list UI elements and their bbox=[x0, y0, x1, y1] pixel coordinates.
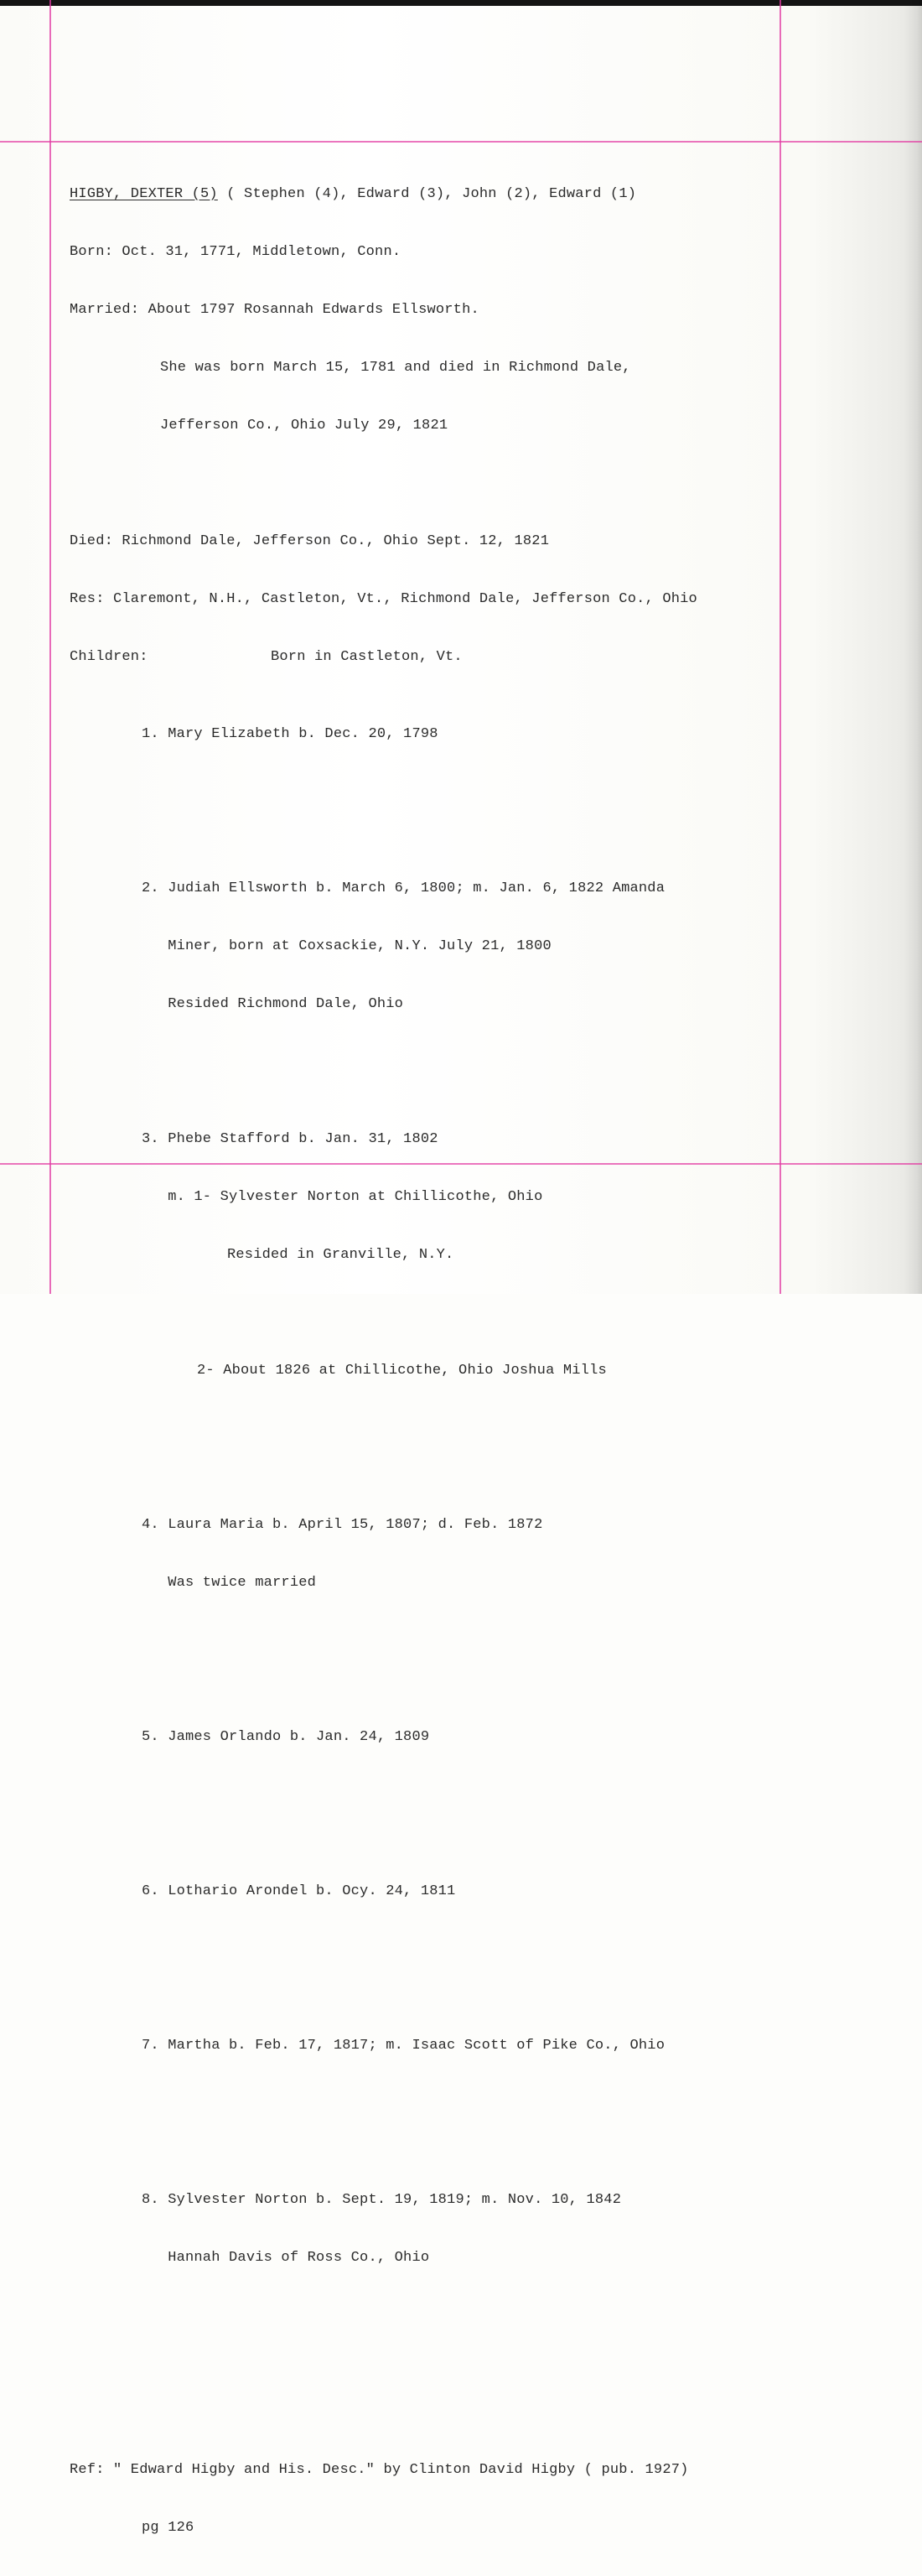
married-line-2: She was born March 15, 1781 and died in Richmond Dale, bbox=[160, 360, 631, 376]
married-line-3: Jefferson Co., Ohio July 29, 1821 bbox=[160, 418, 448, 434]
spacer bbox=[70, 2325, 778, 2422]
child-3-line-1: 3. Phebe Stafford b. Jan. 31, 1802 bbox=[142, 1131, 438, 1147]
child-6-line-1: 6. Lothario Arondel b. Ocy. 24, 1811 bbox=[142, 1883, 456, 1899]
spacer bbox=[70, 474, 778, 493]
children-birthplace: Born in Castleton, Vt. bbox=[271, 649, 463, 665]
children-heading bbox=[70, 647, 778, 667]
married-line-1: Married: About 1797 Rosannah Edwards Ellsworth. bbox=[70, 302, 479, 318]
child-4-line-1: 4. Laura Maria b. April 15, 1807; d. Feb. 1872 bbox=[142, 1517, 543, 1533]
child-4-line-2: Was twice married bbox=[142, 1575, 317, 1591]
died-line: Died: Richmond Dale, Jefferson Co., Ohio Sept. 12, 1821 bbox=[70, 533, 550, 549]
reference-line-2: pg 126 bbox=[142, 2520, 194, 2536]
residence-line: Res: Claremont, N.H., Castleton, Vt., Richmond Dale, Jefferson Co., Ohio bbox=[70, 591, 697, 607]
left-margin-rule bbox=[49, 0, 51, 1294]
child-1-line-1: 1. Mary Elizabeth b. Dec. 20, 1798 bbox=[142, 726, 438, 742]
child-3-line-2: m. 1- Sylvester Norton at Chillicothe, Ohio bbox=[142, 1189, 543, 1205]
spacer bbox=[70, 1631, 778, 1670]
spacer bbox=[70, 1940, 778, 1978]
header-line bbox=[70, 184, 778, 204]
record-name: HIGBY, DEXTER (5) bbox=[70, 186, 218, 202]
spacer bbox=[70, 1785, 778, 1824]
child-3-residence: Resided in Granville, N.Y. bbox=[227, 1247, 454, 1263]
spacer bbox=[70, 1303, 778, 1322]
child-5-line-1: 5. James Orlando b. Jan. 24, 1809 bbox=[142, 1729, 430, 1745]
child-2-line-3: Resided Richmond Dale, Ohio bbox=[142, 996, 404, 1012]
child-8-line-2: Hannah Davis of Ross Co., Ohio bbox=[142, 2250, 430, 2266]
spacer bbox=[70, 2094, 778, 2132]
child-2-line-2: Miner, born at Coxsackie, N.Y. July 21, 1800 bbox=[142, 938, 552, 954]
page-shadow bbox=[904, 0, 922, 1294]
born-line: Born: Oct. 31, 1771, Middletown, Conn. bbox=[70, 244, 401, 260]
top-margin-rule bbox=[0, 141, 922, 143]
child-3-second-marriage: 2- About 1826 at Chillicothe, Ohio Joshua Mills bbox=[197, 1363, 607, 1379]
child-7-line-1: 7. Martha b. Feb. 17, 1817; m. Isaac Scott of Pike Co., Ohio bbox=[142, 2038, 666, 2054]
right-margin-rule bbox=[780, 0, 781, 1294]
spacer bbox=[70, 1052, 778, 1072]
reference-line-1: Ref: " Edward Higby and His. Desc." by Clinton David Higby ( pub. 1927) bbox=[70, 2462, 689, 2478]
spacer bbox=[70, 1419, 778, 1457]
child-8-line-1: 8. Sylvester Norton b. Sept. 19, 1819; m. Nov. 10, 1842 bbox=[142, 2192, 622, 2208]
spacer bbox=[70, 782, 778, 821]
scan-top-edge bbox=[0, 0, 922, 6]
children-label: Children: bbox=[70, 649, 148, 665]
record-text bbox=[70, 146, 778, 2576]
record-lineage: ( Stephen (4), Edward (3), John (2), Edward (1) bbox=[217, 186, 637, 202]
child-2-line-1: 2. Judiah Ellsworth b. March 6, 1800; m. Jan. 6, 1822 Amanda bbox=[142, 880, 666, 896]
